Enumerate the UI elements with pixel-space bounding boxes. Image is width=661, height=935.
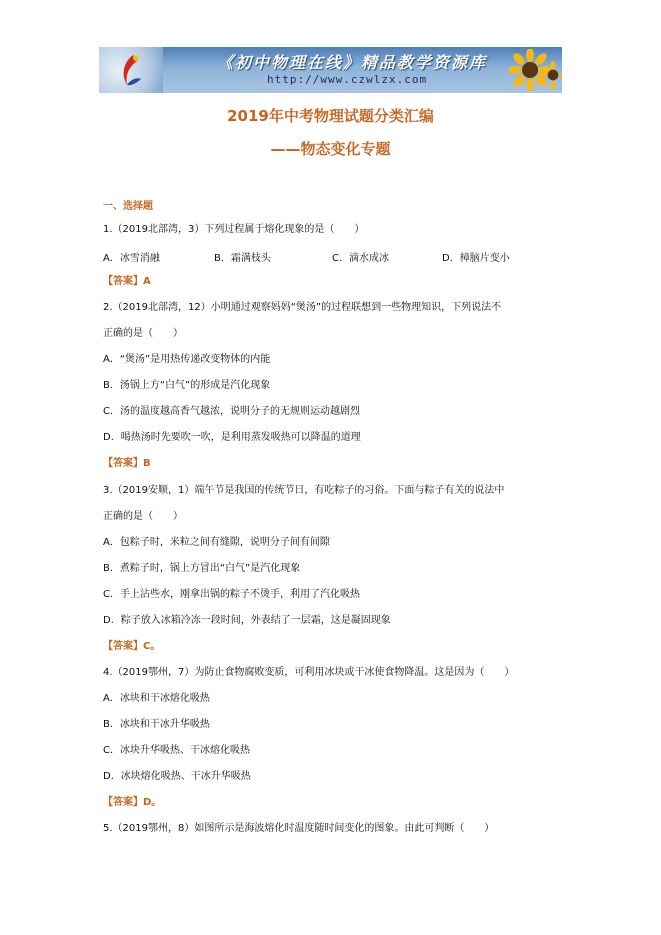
logo-icon [119,53,143,87]
option-c: C．手上沾些水，刚拿出锅的粽子不烫手，利用了汽化吸热 [103,589,360,600]
option-c: C．滴水成冰 [332,253,389,264]
option-b: B．冰块和干冰升华吸热 [103,719,210,730]
question-stem: 2.（2019北部湾，12）小明通过观察妈妈“煲汤”的过程联想到一些物理知识，下列说法不 [103,302,502,313]
question-stem-continued: 正确的是（ ） [103,511,183,522]
option-c: C．汤的温度越高香气越浓，说明分子的无规则运动越剧烈 [103,406,360,417]
option-d: D．冰块熔化吸热、干冰升华吸热 [103,771,251,782]
option-b: B．霜满枝头 [214,253,271,264]
option-d: D．樟脑片变小 [442,253,510,264]
header-banner [99,47,562,93]
answer-label: 【答案】D。 [103,797,162,808]
section-heading: 一、选择题 [103,201,153,212]
option-c: C．冰块升华吸热、干冰熔化吸热 [103,745,250,756]
answer-label: 【答案】B [103,458,151,469]
option-b: B．煮粽子时，锅上方冒出“白气”是汽化现象 [103,563,301,574]
banner-url: http://www.czwlzx.com [267,73,428,86]
question-stem: 3.（2019安顺，1）端午节是我国的传统节日，有吃粽子的习俗。下面与粽子有关的说法中 [103,485,505,496]
option-b: B．汤锅上方“白气”的形成是汽化现象 [103,380,271,391]
document-title: 2019年中考物理试题分类汇编 [227,107,434,125]
sunflower-icon [539,61,562,89]
option-a: A．冰块和干冰熔化吸热 [103,693,210,704]
option-a: A．冰雪消融 [103,253,160,264]
answer-label: 【答案】C。 [103,641,161,652]
question-stem-continued: 正确的是（ ） [103,328,183,339]
option-d: D．喝热汤时先要吹一吹，是利用蒸发吸热可以降温的道理 [103,432,361,443]
question-stem: 1.（2019北部湾，3）下列过程属于熔化现象的是（ ） [103,224,365,235]
document-subtitle: ——物态变化专题 [270,140,391,158]
question-stem: 4.（2019鄂州，7）为防止食物腐败变质，可利用冰块或干冰使食物降温。这是因为（ ） [103,667,515,678]
option-d: D．粽子放入冰箱冷冻一段时间，外表结了一层霜，这是凝固现象 [103,615,391,626]
answer-label: 【答案】A [103,276,151,287]
option-a: A．“煲汤”是用热传递改变物体的内能 [103,354,271,365]
banner-logo [99,47,163,93]
question-stem: 5.（2019鄂州，8）如图所示是海波熔化时温度随时间变化的图象。由此可判断（ ） [103,823,495,834]
banner-title: 《初中物理在线》精品教学资源库 [217,53,488,72]
option-a: A．包粽子时，米粒之间有缝隙，说明分子间有间隙 [103,537,330,548]
